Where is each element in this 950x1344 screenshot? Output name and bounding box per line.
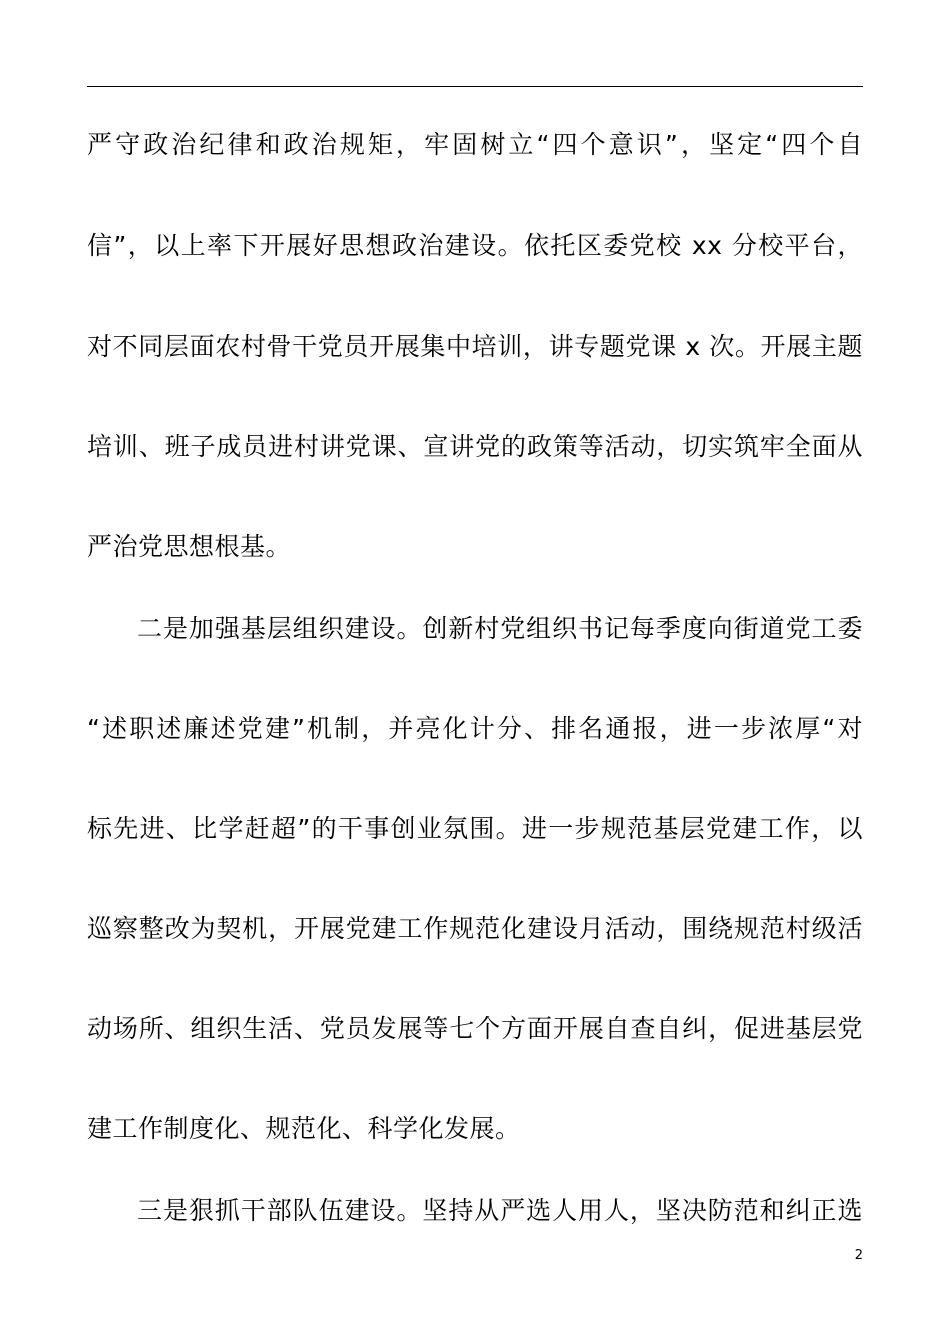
body-text-line: “述职述廉述党建”机制，并亮化计分、排名通报，进一步浓厚“对 (87, 714, 863, 743)
paragraph-first-line: 二是加强基层组织建设。创新村党组织书记每季度向街道党工委 (137, 614, 863, 643)
body-text-line: 建工作制度化、规范化、科学化发展。 (87, 1114, 521, 1143)
page-number: 2 (854, 1248, 863, 1263)
paragraph-first-line: 三是狠抓干部队伍建设。坚持从严选人用人，坚决防范和纠正选 (137, 1196, 863, 1225)
body-text-line: 培训、班子成员进村讲党课、宣讲党的政策等活动，切实筑牢全面从 (87, 432, 863, 461)
body-text-line: 标先进、比学赶超”的干事创业氛围。进一步规范基层党建工作，以 (87, 814, 863, 843)
body-text-line: 严守政治纪律和政治规矩，牢固树立“四个意识”，坚定“四个自 (87, 130, 863, 159)
body-text-line: 巡察整改为契机，开展党建工作规范化建设月活动，围绕规范村级活 (87, 914, 863, 943)
header-rule (87, 86, 863, 87)
body-text-line: 动场所、组织生活、党员发展等七个方面开展自查自纠，促进基层党 (87, 1014, 863, 1043)
body-text-line: 信”，以上率下开展好思想政治建设。依托区委党校 xx 分校平台， (87, 231, 863, 260)
body-text-line: 严治党思想根基。 (87, 532, 292, 561)
body-text-line: 对不同层面农村骨干党员开展集中培训，讲专题党课 x 次。开展主题 (87, 332, 863, 361)
